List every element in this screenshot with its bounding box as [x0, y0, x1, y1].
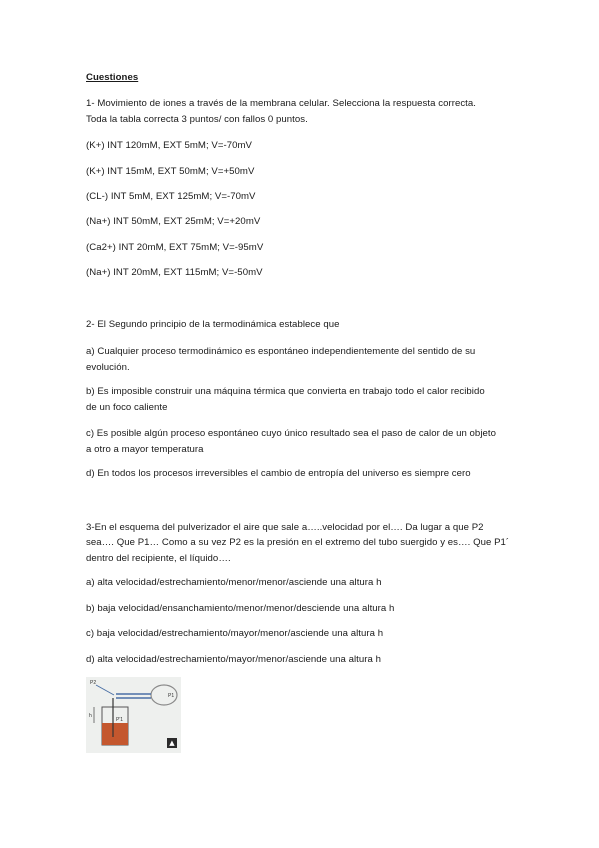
spray-arrow [96, 685, 114, 695]
q3-stem-line2: sea…. Que P1… Como a su vez P2 es la presión en el extremo del tubo suergido y es…. Que P1´ [86, 537, 510, 548]
q2-option-c-line1: c) Es posible algún proceso espontáneo cuyo único resultado sea el paso de calor de un objeto [86, 428, 496, 439]
q1-item: (Na+) INT 20mM, EXT 115mM; V=-50mV [86, 267, 263, 278]
q2-option-d: d) En todos los procesos irreversibles el cambio de entropía del universo es siempre cero [86, 468, 471, 479]
q1-item: (Ca2+) INT 20mM, EXT 75mM; V=-95mV [86, 242, 264, 253]
q3-option-d: d) alta velocidad/estrechamiento/mayor/menor/asciende una altura h [86, 654, 382, 665]
q2-option-a-line1: a) Cualquier proceso termodinámico es espontáneo independientemente del sentido de su [86, 346, 476, 357]
q3-stem-line3: dentro del recipiente, el líquido…. [86, 553, 231, 564]
q3-option-c: c) baja velocidad/estrechamiento/mayor/menor/asciende una altura h [86, 628, 384, 639]
q2-stem: 2- El Segundo principio de la termodinámica establece que [86, 319, 340, 330]
q2-option-b-line2: de un foco caliente [86, 402, 168, 413]
q1-stem-line1: 1- Movimiento de iones a través de la membrana celular. Selecciona la respuesta correcta. [86, 98, 476, 109]
q2-option-b-line1: b) Es imposible construir una máquina térmica que convierta en trabajo todo el calor recibido [86, 386, 485, 397]
q1-stem-line2: Toda la tabla correcta 3 puntos/ con fallos 0 puntos. [86, 114, 308, 125]
q3-stem-line1: 3-En el esquema del pulverizador el aire que sale a…..velocidad por el…. Da lugar a que P2 [86, 522, 484, 533]
label-p2: P2 [90, 680, 97, 686]
sprayer-diagram-image [86, 677, 181, 753]
q3-option-a: a) alta velocidad/estrechamiento/menor/menor/asciende una altura h [86, 577, 382, 588]
liquid [102, 723, 128, 745]
q2-option-a-line2: evolución. [86, 362, 130, 373]
q3-option-b: b) baja velocidad/ensanchamiento/menor/menor/desciende una altura h [86, 603, 395, 614]
image-badge-icon: ▲ [167, 738, 177, 748]
label-p1: P1 [168, 693, 175, 699]
q1-item: (K+) INT 120mM, EXT 5mM; V=-70mV [86, 140, 252, 151]
q1-item: (K+) INT 15mM, EXT 50mM; V=+50mV [86, 166, 255, 177]
label-p1-prime: P'1 [116, 717, 124, 723]
section-title: Cuestiones [86, 72, 139, 83]
q1-item: (CL-) INT 5mM, EXT 125mM; V=-70mV [86, 191, 256, 202]
label-h: h [89, 713, 92, 719]
q2-option-c-line2: a otro a mayor temperatura [86, 444, 204, 455]
q1-item: (Na+) INT 50mM, EXT 25mM; V=+20mV [86, 216, 261, 227]
